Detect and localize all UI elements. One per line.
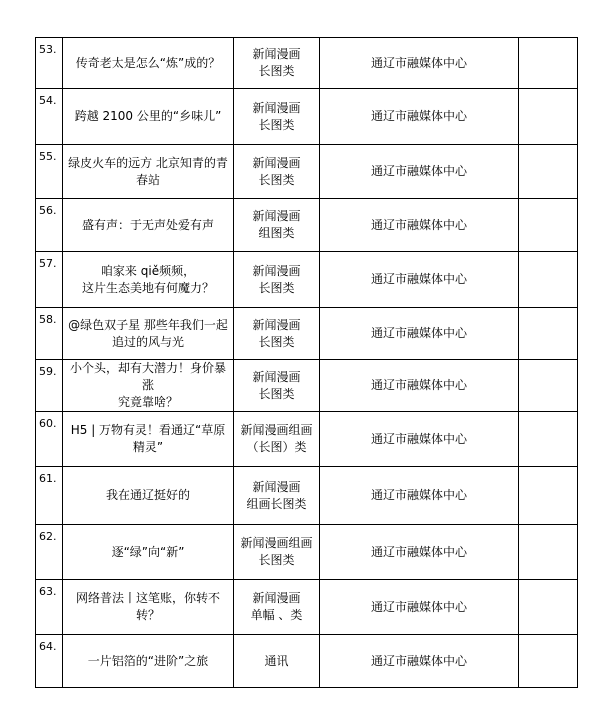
work-title: H5 | 万物有灵！看通辽“草原 精灵” [63,412,234,467]
work-title: 绿皮火车的远方 北京知青的青 春站 [63,145,234,199]
organization: 通辽市融媒体中心 [320,525,519,580]
row-number: 56. [36,199,63,252]
organization: 通辽市融媒体中心 [320,308,519,360]
work-category: 新闻漫画 长图类 [234,145,320,199]
table-row [36,145,578,199]
work-title: 小个头，却有大潜力！身价暴涨 究竟靠啥？ [63,360,234,412]
row-number: 58. [36,308,63,360]
remark-cell [519,308,578,360]
table-row [36,412,578,467]
remark-cell [519,360,578,412]
table-row [36,38,578,89]
organization: 通辽市融媒体中心 [320,252,519,308]
remark-cell [519,525,578,580]
work-title: 我在通辽挺好的 [63,467,234,525]
work-title: 网络普法丨这笔账，你转不转？ [63,580,234,635]
awards-table [35,37,578,688]
work-title: 一片铝箔的“进阶”之旅 [63,635,234,688]
table-row [36,252,578,308]
work-category: 新闻漫画组画 长图类 [234,525,320,580]
table-row [36,199,578,252]
work-category: 新闻漫画 长图类 [234,360,320,412]
remark-cell [519,635,578,688]
table-row [36,89,578,145]
row-number: 54. [36,89,63,145]
table-row [36,360,578,412]
work-category: 新闻漫画 单幅 、类 [234,580,320,635]
row-number: 61. [36,467,63,525]
organization: 通辽市融媒体中心 [320,360,519,412]
work-title: 传奇老太是怎么“炼”成的？ [63,38,234,89]
work-category: 新闻漫画 组图类 [234,199,320,252]
organization: 通辽市融媒体中心 [320,199,519,252]
work-title: 跨越 2100 公里的“乡味儿” [63,89,234,145]
row-number: 60. [36,412,63,467]
work-category: 新闻漫画 长图类 [234,252,320,308]
work-category: 通讯 [234,635,320,688]
remark-cell [519,199,578,252]
organization: 通辽市融媒体中心 [320,580,519,635]
work-title: @绿色双子星 那些年我们一起 追过的风与光 [63,308,234,360]
work-category: 新闻漫画 长图类 [234,38,320,89]
remark-cell [519,38,578,89]
table-row [36,308,578,360]
remark-cell [519,580,578,635]
work-title: 逐“绿”向“新” [63,525,234,580]
organization: 通辽市融媒体中心 [320,145,519,199]
work-category: 新闻漫画 长图类 [234,308,320,360]
work-title: 咱家来 qiě频频， 这片生态美地有何魔力？ [63,252,234,308]
row-number: 57. [36,252,63,308]
remark-cell [519,412,578,467]
row-number: 63. [36,580,63,635]
row-number: 64. [36,635,63,688]
remark-cell [519,145,578,199]
row-number: 53. [36,38,63,89]
table-row [36,635,578,688]
work-title: 盛有声：于无声处爱有声 [63,199,234,252]
remark-cell [519,467,578,525]
organization: 通辽市融媒体中心 [320,635,519,688]
table-row [36,467,578,525]
table-row [36,580,578,635]
organization: 通辽市融媒体中心 [320,89,519,145]
work-category: 新闻漫画 组画长图类 [234,467,320,525]
remark-cell [519,252,578,308]
organization: 通辽市融媒体中心 [320,467,519,525]
table-body [36,38,578,688]
work-category: 新闻漫画 长图类 [234,89,320,145]
organization: 通辽市融媒体中心 [320,412,519,467]
row-number: 59. [36,360,63,412]
row-number: 62. [36,525,63,580]
row-number: 55. [36,145,63,199]
table-row [36,525,578,580]
organization: 通辽市融媒体中心 [320,38,519,89]
work-category: 新闻漫画组画 （长图）类 [234,412,320,467]
remark-cell [519,89,578,145]
